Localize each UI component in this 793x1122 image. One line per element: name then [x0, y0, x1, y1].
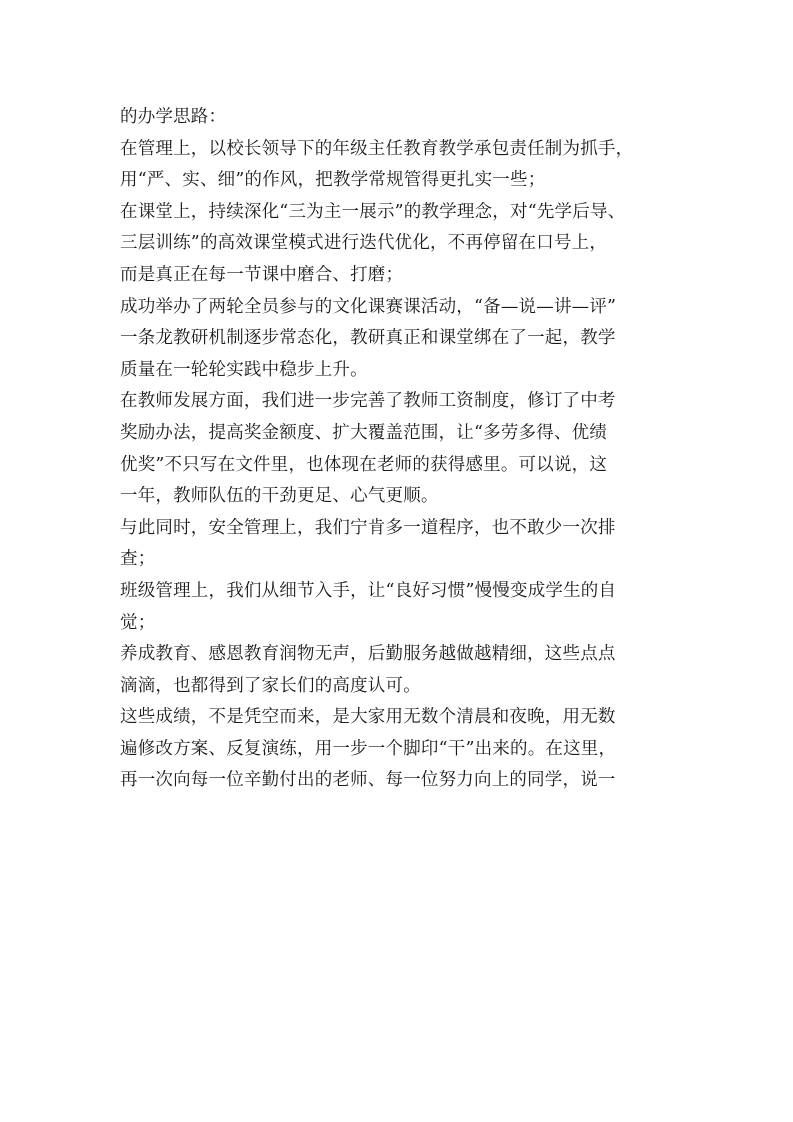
text-line: 而是真正在每一节课中磨合、打磨； — [120, 264, 404, 285]
text-line: 成功举办了两轮全员参与的文化课赛课活动，“备—说—讲—评” — [120, 296, 617, 317]
text-line: 在教师发展方面，我们进一步完善了教师工资制度，修订了中考 — [120, 391, 616, 412]
text-line: 三层训练”的高效课堂模式进行迭代优化，不再停留在口号上， — [120, 233, 608, 254]
text-line: 查； — [120, 549, 156, 570]
text-line: 觉； — [120, 612, 156, 633]
text-line: 在课堂上，持续深化“三为主一展示”的教学理念，对“先学后导、 — [120, 201, 626, 222]
text-line: 奖励办法，提高奖金额度、扩大覆盖范围，让“多劳多得、优绩 — [120, 422, 608, 443]
text-line: 这些成绩，不是凭空而来，是大家用无数个清晨和夜晚，用无数 — [120, 707, 616, 728]
document-body — [120, 102, 680, 797]
text-line: 质量在一轮轮实践中稳步上升。 — [120, 359, 368, 380]
text-line: 养成教育、感恩教育润物无声，后勤服务越做越精细，这些点点 — [120, 644, 616, 665]
text-line: 滴滴，也都得到了家长们的高度认可。 — [120, 675, 421, 696]
text-line: 在管理上，以校长领导下的年级主任教育教学承包责任制为抓手， — [120, 138, 634, 159]
text-line: 班级管理上，我们从细节入手，让“良好习惯”慢慢变成学生的自 — [120, 580, 617, 601]
text-line: 遍修改方案、反复演练，用一步一个脚印“干”出来的。在这里， — [120, 738, 617, 759]
text-line: 优奖”不只写在文件里，也体现在老师的获得感里。可以说，这 — [120, 454, 608, 475]
text-line: 用“严、实、细”的作风，把教学常规管得更扎实一些； — [120, 170, 546, 191]
text-line: 一条龙教研机制逐步常态化，教研真正和课堂绑在了一起，教学 — [120, 328, 616, 349]
text-line: 再一次向每一位辛勤付出的老师、每一位努力向上的同学，说一 — [120, 770, 616, 791]
text-line: 的办学思路： — [120, 107, 227, 127]
text-line: 一年，教师队伍的干劲更足、心气更顺。 — [120, 486, 439, 507]
text-line: 与此同时，安全管理上，我们宁肯多一道程序，也不敢少一次排 — [120, 517, 616, 538]
